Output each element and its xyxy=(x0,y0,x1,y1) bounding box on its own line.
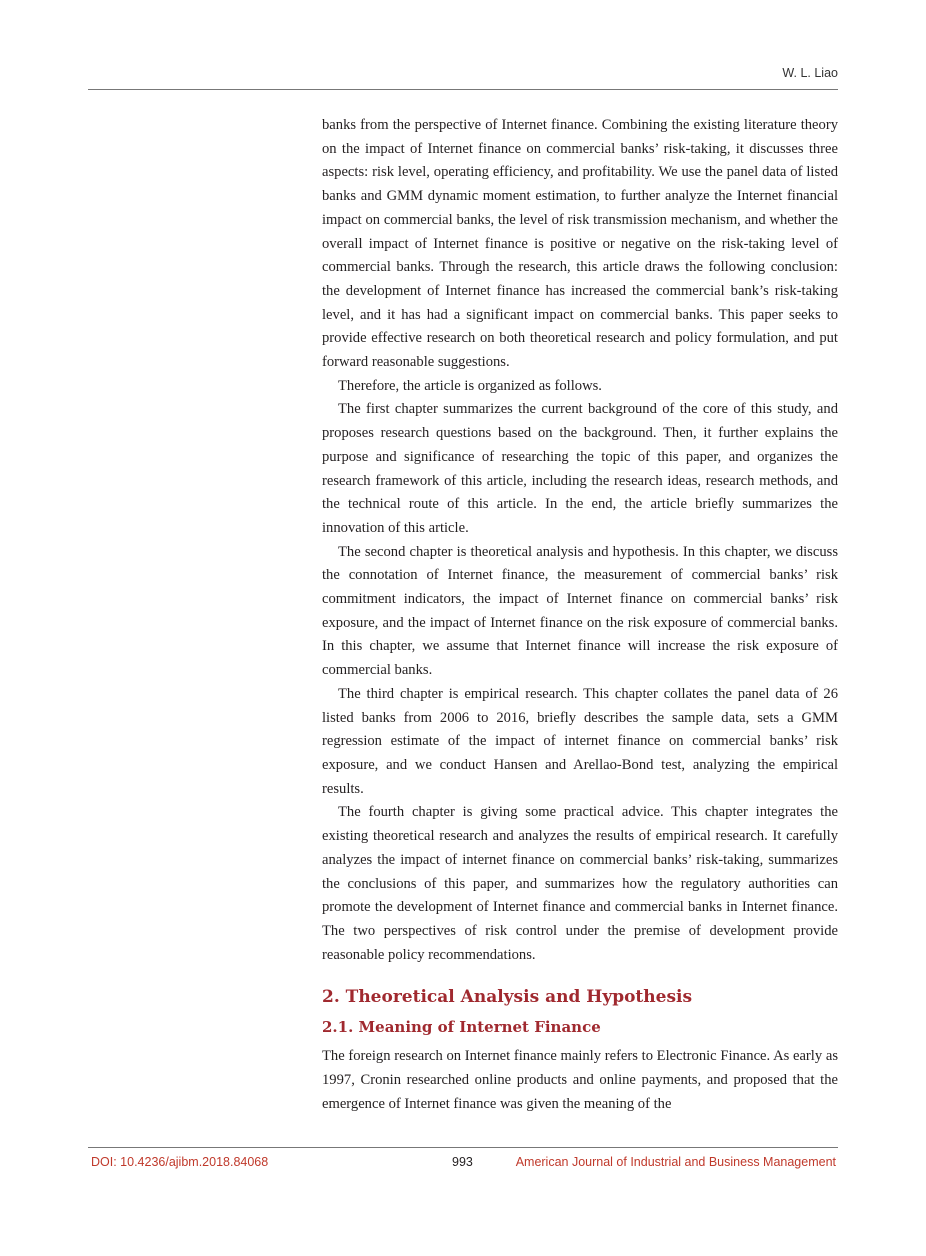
article-body xyxy=(322,114,838,1116)
running-header-author: W. L. Liao xyxy=(782,66,838,80)
paragraph-4: The second chapter is theoretical analysis and hypothesis. In this chapter, we discuss the connotation of Internet finance, the measurement of commercial banks’ risk commitment indicators, the impact of Internet finance on commercial banks’ risk exposure, and the impact of Internet finance on the risk exposure of commercial banks. In this chapter, we assume that Internet finance will increase the risk exposure of commercial banks. xyxy=(322,543,838,679)
footer-page-number: 993 xyxy=(452,1155,473,1169)
paragraph-6: The fourth chapter is giving some practical advice. This chapter integrates the existing theoretical research and analyzes the results of empirical research. It carefully analyzes the impact of internet finance on commercial banks’ risk-taking, summarizes the conclusions of this paper, and summarizes how the regulatory authorities can promote the development of Internet finance and commercial banks in Internet finance. The two perspectives of risk control under the premise of development provide reasonable policy recommendations. xyxy=(322,804,838,963)
paragraph-1: banks from the perspective of Internet finance. Combining the existing literature theory on the impact of Internet finance on commercial banks’ risk-taking, it discusses three aspects: risk level, operating efficiency, and profitability. We use the panel data of listed banks and GMM dynamic moment estimation, to further analyze the Internet financial impact on commercial banks, the level of risk transmission mechanism, and whether the overall impact of Internet finance is positive or negative on the risk-taking level of commercial banks. Through the research, this article draws the following conclusion: the development of Internet finance has increased the commercial bank’s risk-taking level, and it has had a significant impact on commercial banks. This paper seeks to provide effective research on both theoretical research and policy formulation, and put forward reasonable suggestions. xyxy=(322,117,838,371)
section-heading-2: 2. Theoretical Analysis and Hypothesis xyxy=(322,987,693,1008)
footer-rule xyxy=(88,1147,838,1148)
paragraph-7: The foreign research on Internet finance mainly refers to Electronic Finance. As early as 1997, Cronin researched online products and online payments, and proposed that the emergence of Internet finance was given the meaning of the xyxy=(322,1048,838,1112)
paragraph-2: Therefore, the article is organized as follows. xyxy=(338,377,602,394)
subsection-heading-2-1: 2.1. Meaning of Internet Finance xyxy=(322,1018,601,1037)
header-rule xyxy=(88,89,838,90)
paragraph-5: The third chapter is empirical research. This chapter collates the panel data of 26 listed banks from 2006 to 2016, briefly describes the sample data, sets a GMM regression estimate of the impact of internet finance on commercial banks’ risk exposure, and we conduct Hansen and Arellao-Bond test, analyzing the empirical results. xyxy=(322,685,838,797)
footer-doi[interactable]: DOI: 10.4236/ajibm.2018.84068 xyxy=(91,1155,269,1169)
paragraph-3: The first chapter summarizes the current background of the core of this study, and proposes research questions based on the background. Then, it further explains the purpose and significance of researching the topic of this paper, and organizes the research framework of this article, including the research ideas, research methods, and the technical route of this article. In the end, the article briefly summarizes the innovation of this article. xyxy=(322,401,838,536)
footer-journal-name[interactable]: American Journal of Industrial and Business Management xyxy=(515,1155,836,1169)
